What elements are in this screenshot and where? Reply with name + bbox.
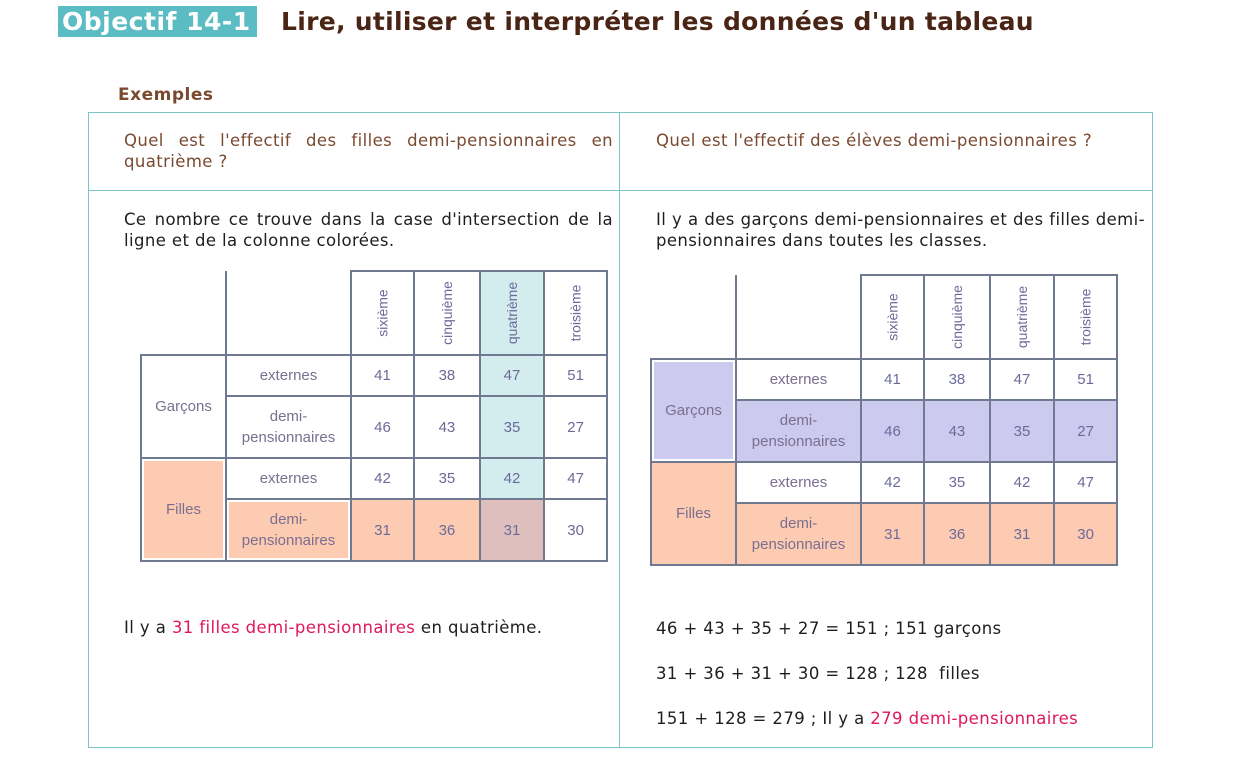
section-label: Exemples [118,85,214,105]
col-header-quatrieme: quatrième [990,275,1054,359]
row-label-externes: externes [226,458,351,499]
row-label-demi-pensionnaires: demi- pensionnaires [226,499,351,561]
table-cell: 42 [351,458,414,499]
left-answer: Il y a 31 filles demi-pensionnaires en quatrième. [124,618,543,637]
row-label-demi-pensionnaires: demi- pensionnaires [736,503,861,565]
row-divider [88,190,1153,191]
col-header-quatrieme: quatrième [480,271,544,355]
group-label-filles: Filles [651,462,736,565]
table-cell: 36 [414,499,480,561]
table-cell: 46 [861,400,924,462]
row-label-externes: externes [226,355,351,396]
table-cell: 27 [544,396,607,458]
row-label-demi-pensionnaires: demi- pensionnaires [226,396,351,458]
right-total: 151 + 128 = 279 ; Il y a 279 demi-pensionnaires [656,709,1079,728]
page-title: Lire, utiliser et interpréter les données d'un tableau [281,7,1034,36]
table-cell: 42 [480,458,544,499]
col-header-sixieme: sixième [351,271,414,355]
left-table [140,270,608,562]
left-explanation: Ce nombre ce trouve dans la case d'intersection de la ligne et de la colonne colorées. [124,210,613,250]
right-table [650,274,1118,566]
table-cell: 47 [990,359,1054,400]
table-cell-highlighted: 31 [480,499,544,561]
objective-badge: Objectif 14-1 [58,6,257,37]
table-cell: 35 [924,462,990,503]
group-label-garcons: Garçons [141,355,226,458]
table-cell: 31 [351,499,414,561]
row-label-externes: externes [736,359,861,400]
col-header-cinquieme: cinquième [414,271,480,355]
table-cell: 35 [990,400,1054,462]
column-divider [619,112,620,747]
left-question: Quel est l'effectif des filles demi-pensionnaires en quatrième ? [124,131,613,171]
table-cell: 42 [861,462,924,503]
table-cell: 30 [544,499,607,561]
group-label-filles: Filles [141,458,226,561]
col-header-troisieme: troisième [1054,275,1117,359]
table-cell: 41 [861,359,924,400]
table-cell: 43 [924,400,990,462]
row-label-externes: externes [736,462,861,503]
table-cell: 36 [924,503,990,565]
table-cell: 35 [480,396,544,458]
table-cell: 46 [351,396,414,458]
table-cell: 27 [1054,400,1117,462]
table-cell: 41 [351,355,414,396]
right-sum-filles: 31 + 36 + 31 + 30 = 128 ; 128 filles [656,664,980,683]
table-cell: 31 [990,503,1054,565]
table-cell: 51 [1054,359,1117,400]
group-label-garcons: Garçons [651,359,736,462]
col-header-cinquieme: cinquième [924,275,990,359]
table-cell: 51 [544,355,607,396]
table-cell: 47 [544,458,607,499]
table-cell: 42 [990,462,1054,503]
table-cell: 47 [1054,462,1117,503]
table-cell: 35 [414,458,480,499]
table-cell: 30 [1054,503,1117,565]
col-header-sixieme: sixième [861,275,924,359]
table-cell: 38 [924,359,990,400]
table-cell: 43 [414,396,480,458]
table-cell: 38 [414,355,480,396]
right-question: Quel est l'effectif des élèves demi-pensionnaires ? [656,131,1092,150]
table-cell: 47 [480,355,544,396]
col-header-troisieme: troisième [544,271,607,355]
row-label-demi-pensionnaires: demi- pensionnaires [736,400,861,462]
table-cell: 31 [861,503,924,565]
right-explanation: Il y a des garçons demi-pensionnaires et des filles demi-pensionnaires dans toutes les classes. [656,210,1145,250]
right-sum-garcons: 46 + 43 + 35 + 27 = 151 ; 151 garçons [656,619,1002,638]
